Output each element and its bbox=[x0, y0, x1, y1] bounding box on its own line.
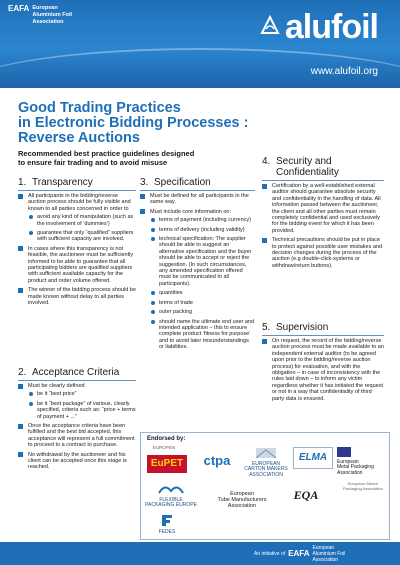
header-banner bbox=[0, 0, 400, 88]
bullet-circle-icon bbox=[151, 301, 155, 305]
list-item: The winner of the bidding process should be made known without delay to all parties involved. bbox=[18, 287, 136, 306]
sub-list-item: terms of delivery (including validity) bbox=[150, 227, 255, 233]
list-item: No withdrawal by the auctioneer and his client can be accepted once this stage is reached. bbox=[18, 452, 136, 471]
section-divider bbox=[262, 180, 384, 181]
section-supervision-heading bbox=[262, 322, 328, 333]
transparency-list bbox=[18, 193, 136, 310]
page-subtitle bbox=[18, 149, 258, 167]
eafa-header-logo bbox=[8, 5, 72, 26]
endorsed-by-box bbox=[140, 432, 390, 540]
specification-list bbox=[140, 193, 255, 354]
eafa-name-3: Association bbox=[32, 19, 64, 25]
subtitle-line-1: Recommended best practice guidelines designed bbox=[18, 149, 195, 158]
list-item: Must be clearly defined be it “best price” be it “best package” of various, clearly specified, criteria such as: “price + terms of payment + ...” bbox=[18, 383, 136, 420]
section-divider bbox=[18, 380, 136, 381]
subtitle-line-2: to ensure fair trading and to avoid misuse bbox=[18, 158, 168, 167]
ctpa-logo: ctpa bbox=[203, 453, 231, 468]
eafa-abbr: EAFA bbox=[8, 4, 30, 13]
bullet-circle-icon bbox=[151, 291, 155, 295]
bullet-circle-icon bbox=[29, 215, 33, 219]
section-specification-heading bbox=[140, 177, 211, 188]
bullet-circle-icon bbox=[29, 402, 33, 406]
sub-list-item: should name the ultimate end user and intended application – this to ensure complete product ‘fitness for purpose’ and to avoid later misunderstandings or liabilities. bbox=[150, 319, 255, 351]
list-item: Certification by a well-established external auditor should guarantee absolute security and confidentiality in the handling of data. All information passed between the auctioneer, the client and all other parties must remain completely confidential and used exclusively for the bidding event for which it has been provided. bbox=[262, 183, 384, 234]
eca-mark-icon bbox=[254, 447, 278, 459]
bullet-square-icon bbox=[18, 194, 23, 199]
section-transparency-heading bbox=[18, 177, 93, 188]
section-title: Supervision bbox=[276, 322, 329, 333]
supervision-list bbox=[262, 338, 384, 405]
fedes-logo: FEDES bbox=[147, 513, 187, 535]
endorsed-label: Endorsed by: bbox=[147, 436, 186, 442]
section-number: 1. bbox=[18, 177, 27, 188]
sub-list-item: avoid any kind of manipulation (such as the involvement of ‘dummies’) bbox=[28, 214, 136, 227]
bullet-square-icon bbox=[18, 384, 23, 389]
bullet-square-icon bbox=[18, 452, 23, 457]
bullet-circle-icon bbox=[151, 218, 155, 222]
section-acceptance-heading bbox=[18, 367, 119, 378]
sub-list-item: terms of payment (including currency) bbox=[150, 217, 255, 223]
ema-mark-icon bbox=[337, 447, 351, 457]
bullet-square-icon bbox=[18, 246, 23, 251]
section-number: 2. bbox=[18, 367, 27, 378]
bullet-square-icon bbox=[262, 184, 267, 189]
bullet-circle-icon bbox=[151, 237, 155, 241]
eqa-logo: EQA bbox=[293, 488, 319, 502]
bullet-square-icon bbox=[262, 238, 267, 243]
sub-list-item: technical specification: The supplier should be able to suggest an alternative specification and the buyer should be able to accept or reject the suggestion. (In such circumstances, any amended specification offered must be communicated to all participants). bbox=[150, 236, 255, 287]
footer-eafa-abbr: EAFA bbox=[288, 549, 310, 558]
bullet-circle-icon bbox=[151, 228, 155, 232]
etma-logo: European Tube Manufacturers Association bbox=[217, 491, 267, 509]
section-divider bbox=[262, 335, 384, 336]
section-title: Transparency bbox=[32, 177, 93, 188]
europen-logo: EUROPEN bbox=[152, 445, 176, 450]
title-line-2: in Electronic Bidding Processes : bbox=[18, 115, 249, 131]
footer-bar bbox=[0, 542, 400, 565]
sub-list-item: quantities bbox=[150, 290, 255, 296]
footer-initiative: An initiative of EAFA European Aluminium Foil Association bbox=[254, 545, 346, 563]
eupet-logo: EuPET bbox=[147, 455, 187, 473]
sub-list-item: outer packing bbox=[150, 309, 255, 315]
page-title bbox=[18, 101, 258, 146]
fedes-mark-icon bbox=[160, 513, 174, 527]
section-title-2: Confidentiality bbox=[276, 167, 339, 178]
alufoil-mark-icon bbox=[260, 15, 280, 35]
bullet-circle-icon bbox=[29, 392, 33, 396]
bullet-circle-icon bbox=[151, 320, 155, 324]
section-number: 5. bbox=[262, 322, 271, 333]
list-item: Must include core information on: terms of payment (including currency) terms of delivery (including validity) technical specification: The supplier should be able to suggest an alternative specification and the buyer should be able to accept or reject the suggestion. (In such circumstances, any amended specification offered must be communicated to all participants). quantities terms of trade outer packing should name the ultimate end user and intended application – this to ensure complete product ‘fitness for purpose’ and to avoid later misunderstandings or liabilities. bbox=[140, 209, 255, 351]
website-url[interactable]: www.alufoil.org bbox=[310, 66, 378, 77]
eafa-name-2: Aluminium Foil bbox=[32, 12, 73, 18]
bullet-square-icon bbox=[18, 424, 23, 429]
bullet-circle-icon bbox=[29, 231, 33, 235]
alufoil-brand: alufoil bbox=[284, 8, 378, 46]
list-item: In cases where this transparency is not feasible, the auctioneer must be sufficiently informed to be able to guarantee that all participating bidders are qualified suppliers with sufficient available capacity for the product and order volume offered. bbox=[18, 246, 136, 284]
list-item: On request, the record of the bidding/reverse auction process must be made available to an independent external auditor (to be agreed upon prior to the bidding/reverse auction process) for evaluation, and with the obligation – in case of inconsistency with the rules laid down – to inform any victim regardless whether it has initiated the request or not in a way that confidentiality of third party data is ensured. bbox=[262, 338, 384, 402]
section-divider bbox=[18, 190, 136, 191]
espa-logo: European Sleeve Packaging Association bbox=[342, 481, 384, 491]
title-line-3: Reverse Auctions bbox=[18, 130, 140, 146]
section-title: Specification bbox=[154, 177, 211, 188]
sub-list-item: be it “best price” bbox=[28, 391, 136, 397]
fpe-mark-icon bbox=[157, 483, 185, 495]
eca-logo: EUROPEAN CARTON MAKERS ASSOCIATION bbox=[243, 447, 289, 478]
footer-prefix: An initiative of bbox=[254, 551, 286, 557]
bullet-square-icon bbox=[140, 209, 145, 214]
section-title: Acceptance Criteria bbox=[32, 367, 120, 378]
bullet-square-icon bbox=[18, 288, 23, 293]
section-number: 4. bbox=[262, 156, 271, 167]
sub-list-item: be it “best package” of various, clearly specified, criteria such as: “price + terms of payment + ...” bbox=[28, 401, 136, 420]
acceptance-list bbox=[18, 383, 136, 474]
elma-logo: ELMA bbox=[293, 447, 333, 469]
security-list bbox=[262, 183, 384, 272]
eafa-name-1: European bbox=[32, 5, 58, 11]
section-number: 3. bbox=[140, 177, 149, 188]
bullet-square-icon bbox=[262, 339, 267, 344]
sub-list-item: guarantee that only “qualified” suppliers with sufficient capacity are involved. bbox=[28, 230, 136, 243]
section-security-heading bbox=[262, 156, 339, 178]
fpe-logo: FLEXIBLE PACKAGING EUROPE bbox=[145, 483, 197, 509]
sub-list-item: terms of trade bbox=[150, 300, 255, 306]
list-item: All participants in the bidding/reverse auction process should be fully visible and known to all parties concerned in order to avoid any kind of manipulation (such as the involvement of ‘dummies’) guarantee that only “qualified” suppliers with sufficient capacity are involved. bbox=[18, 193, 136, 243]
bullet-circle-icon bbox=[151, 310, 155, 314]
section-title-1: Security and bbox=[276, 156, 332, 167]
list-item: Must be defined for all participants in the same way. bbox=[140, 193, 255, 206]
section-divider bbox=[140, 190, 255, 191]
list-item: Once the acceptance criteria have been fulfilled and the best bid accepted, this acceptance will represent a full commitment to proceed to a contract to purchase. bbox=[18, 423, 136, 449]
title-line-1: Good Trading Practices bbox=[18, 100, 181, 116]
ema-logo: European Metal Packaging Association bbox=[337, 447, 387, 476]
list-item: Technical precautions should be put in place to protect against possible user mistakes and decision changes during the process of the auction (e.g double-click-systems or withdraw/return buttons). bbox=[262, 237, 384, 269]
bullet-square-icon bbox=[140, 194, 145, 199]
